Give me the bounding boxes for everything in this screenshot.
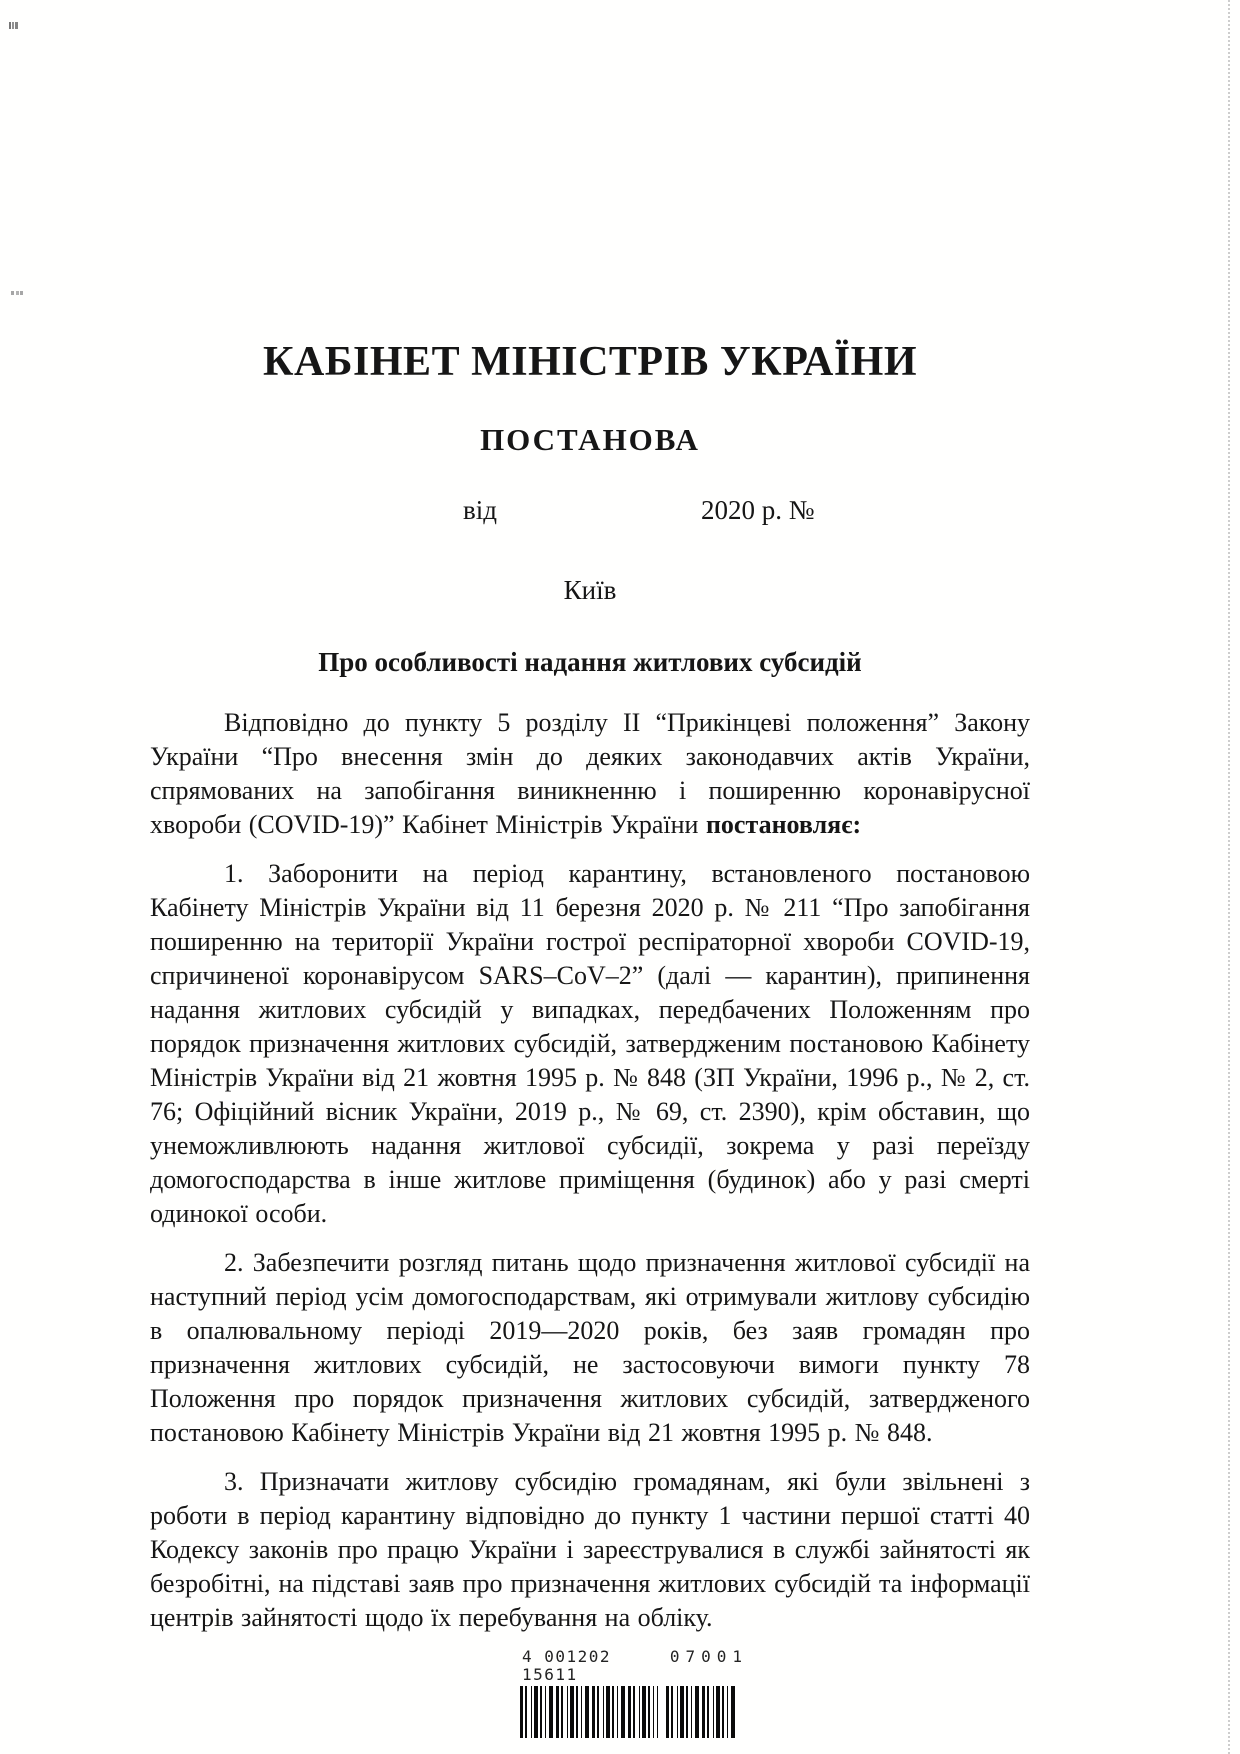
barcode-digits-right: 07001 (669, 1647, 748, 1666)
intro-paragraph (150, 706, 1030, 842)
scan-speck (9, 22, 18, 29)
barcode-digits-left: 4 001202 15611 (522, 1647, 612, 1684)
date-prefix-label: від (463, 495, 497, 525)
item-3-paragraph: 3. Призначати житлову субсидію громадянам, які були звільнені з роботи в період карантину відповідно до пункту 1 частини першої статті 40 Кодексу законів про працю України і зареєструвалися в службі зайнятості як безробітні, на підставі заяв про призначення житлових субсидій та інформації центрів зайнятості щодо їх перебування на обліку. (150, 1467, 1030, 1632)
city-label: Київ (563, 575, 617, 605)
barcode-bars-group-right (666, 1686, 738, 1738)
date-line (150, 492, 1030, 528)
barcode-bars-group-left (520, 1686, 658, 1738)
barcode-bars-icon (520, 1686, 750, 1738)
item-1-paragraph: 1. Заборонити на період карантину, встановленого постановою Кабінету Міністрів України від 11 березня 2020 р. № 211 “Про запобігання поширенню на території України гострої респіраторної хвороби COVID-19, спричиненої коронавірусом SARS–CoV–2” (далі — карантин), припинення надання житлових субсидій у випадках, передбачених Положенням про порядок призначення житлових субсидій, затвердженим постановою Кабінету Міністрів України від 21 жовтня 1995 р. № 848 (ЗП України, 1996 р., № 2, ст. 76; Офіційний вісник України, 2019 р., № 69, ст. 2390), крім обставин, що унеможливлюють надання житлової субсидії, зокрема у разі переїзду домогосподарства в інше житлове приміщення (будинок) або у разі смерті одинокої особи. (150, 859, 1030, 1228)
registration-barcode (520, 1648, 750, 1738)
item-2-paragraph: 2. Забезпечити розгляд питань щодо призначення житлової субсидії на наступний період усім домогосподарствам, які отримували житлову субсидію в опалювальному періоді 2019—2020 років, без заяв громадян про призначення житлових субсидій, не застосовуючи вимоги пункту 78 Положення про порядок призначення житлових субсидій, затвердженого постановою Кабінету Міністрів України від 21 жовтня 1995 р. № 848. (150, 1248, 1030, 1447)
intro-text: Відповідно до пункту 5 розділу II “Прикінцеві положення” Закону України “Про внесення змін до деяких законодавчих актів України, спрямованих на запобігання виникненню і поширенню коронавірусної хвороби (COVID-19)” Кабінет Міністрів України (150, 708, 1030, 839)
barcode-digits (520, 1648, 750, 1684)
scan-edge-artifact (1228, 0, 1230, 1754)
barcode-bars-gap (658, 1686, 666, 1738)
scan-speck (11, 291, 23, 295)
org-name-title: КАБІНЕТ МІНІСТРІВ УКРАЇНИ (262, 339, 918, 385)
intro-bold-resolves-word: постановляє: (705, 810, 862, 839)
doc-type-heading: ПОСТАНОВА (480, 422, 700, 457)
date-year-number-label: 2020 р. № (701, 495, 815, 525)
decree-document (150, 0, 1030, 1635)
subject-heading: Про особливості надання житлових субсидій (318, 647, 862, 677)
